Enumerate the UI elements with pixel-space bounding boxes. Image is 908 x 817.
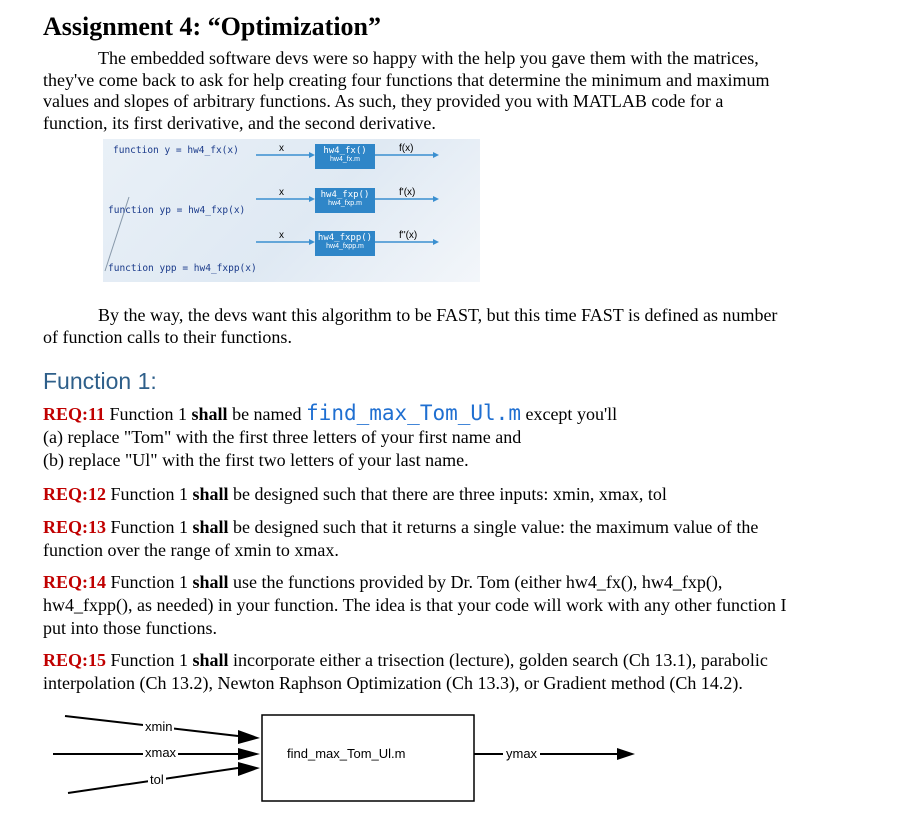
- req11-label: REQ:11: [43, 404, 106, 424]
- row3-file-name: hw4_fxpp.m: [326, 243, 364, 250]
- code-hw4-fxp: function yp = hw4_fxp(x): [108, 205, 246, 216]
- req14-label: REQ:14: [43, 572, 106, 592]
- input-xmax-label: xmax: [145, 745, 177, 760]
- block-function-name: find_max_Tom_Ul.m: [287, 746, 406, 761]
- req13-text-a: Function 1: [106, 517, 193, 537]
- xmin-arrowhead: [238, 730, 260, 744]
- fast-line-2: of function calls to their functions.: [43, 326, 292, 347]
- req11-line-1: [43, 403, 617, 426]
- row3-input-label: x: [279, 230, 284, 241]
- req13-label: REQ:13: [43, 517, 106, 537]
- row1-function-box: [315, 144, 375, 169]
- req15-text-b: incorporate either a trisection (lecture), golden search (Ch 13.1), parabolic: [228, 650, 768, 670]
- row2-function-name: hw4_fxp(): [320, 190, 370, 200]
- req15-text-a: Function 1: [106, 650, 193, 670]
- row1-function-name: hw4_fx(): [323, 146, 367, 156]
- intro-line-3: values and slopes of arbitrary functions. As such, they provided you with MATLAB code for a: [43, 91, 724, 112]
- code-hw4-fxpp: function ypp = hw4_fxpp(x): [108, 263, 257, 274]
- block-diagram: [43, 703, 683, 810]
- req11-text-c: except you'll: [520, 404, 618, 424]
- req14-text-a: Function 1: [106, 572, 193, 592]
- req13-line-1: [43, 517, 758, 539]
- row3-output-label: f''(x): [399, 230, 418, 241]
- ymax-arrowhead: [617, 748, 635, 760]
- function-files-figure: [103, 139, 480, 282]
- row3-function-name: hw4_fxpp(): [317, 233, 373, 243]
- code-hw4-fx: function y = hw4_fx(x): [113, 145, 239, 156]
- fast-line-1: By the way, the devs want this algorithm to be FAST, but this time FAST is defined as number: [98, 305, 778, 325]
- tol-arrowhead: [238, 762, 260, 776]
- function-1-heading: Function 1:: [43, 368, 157, 394]
- req14-line-1: [43, 572, 722, 594]
- req12-text-a: Function 1: [106, 484, 193, 504]
- output-ymax-label: ymax: [503, 746, 540, 761]
- req13-shall: shall: [192, 517, 229, 537]
- row2-file-name: hw4_fxp.m: [328, 200, 362, 207]
- req15-line-1: [43, 650, 768, 672]
- req11-function-name: find_max_Tom_Ul.m: [306, 401, 521, 425]
- intro-line-4: function, its first derivative, and the second derivative.: [43, 112, 436, 133]
- row2-function-box: [315, 188, 375, 213]
- req11-shall: shall: [191, 404, 228, 424]
- page-title: Assignment 4: “Optimization”: [43, 12, 381, 41]
- intro-line-2: they've come back to ask for help creating four functions that determine the minimum and maximum: [43, 69, 770, 90]
- req14-line-3: put into those functions.: [43, 618, 217, 638]
- input-xmin-label: xmin: [145, 719, 173, 734]
- req11-text-a: Function 1: [105, 404, 192, 424]
- req15-shall: shall: [192, 650, 229, 670]
- req14-shall: shall: [192, 572, 229, 592]
- row1-file-name: hw4_fx.m: [330, 156, 360, 163]
- req15-label: REQ:15: [43, 650, 106, 670]
- req14-text-b: use the functions provided by Dr. Tom (either hw4_fx(), hw4_fxp(),: [228, 572, 723, 592]
- req15-line-2: interpolation (Ch 13.2), Newton Raphson Optimization (Ch 13.3), or Gradient method (Ch 14.2).: [43, 673, 743, 693]
- req14-line-2: hw4_fxpp(), as needed) in your function. The idea is that your code will work with any other function I: [43, 595, 787, 615]
- row2-input-label: x: [279, 187, 284, 198]
- req12-shall: shall: [192, 484, 229, 504]
- req11-line-2: (a) replace "Tom" with the first three letters of your first name and: [43, 427, 522, 447]
- row1-input-label: x: [279, 143, 284, 154]
- req13-text-b: be designed such that it returns a single value: the maximum value of the: [228, 517, 759, 537]
- req12-label: REQ:12: [43, 484, 106, 504]
- row3-function-box: [315, 231, 375, 256]
- xmax-arrowhead: [238, 748, 260, 760]
- req12-line-1: [43, 484, 667, 506]
- req12-text-b: be designed such that there are three inputs: xmin, xmax, tol: [228, 484, 667, 504]
- req11-text-b: be named: [227, 404, 307, 424]
- row1-output-label: f(x): [399, 143, 414, 154]
- input-tol-label: tol: [150, 772, 164, 787]
- row2-output-label: f'(x): [399, 187, 416, 198]
- intro-line-1: The embedded software devs were so happy with the help you gave them with the matrices,: [98, 48, 759, 68]
- req13-line-2: function over the range of xmin to xmax.: [43, 540, 339, 560]
- req11-line-3: (b) replace "Ul" with the first two letters of your last name.: [43, 450, 469, 470]
